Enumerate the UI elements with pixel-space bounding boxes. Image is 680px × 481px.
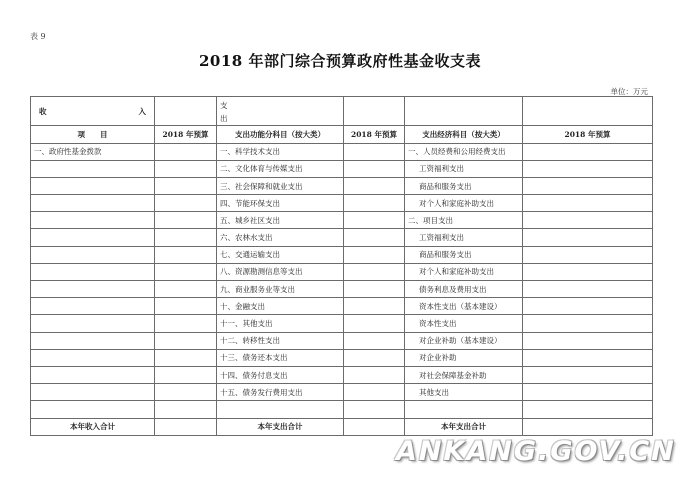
expense-total-value-1 <box>344 418 405 435</box>
income-budget-value <box>155 177 217 194</box>
income-item <box>31 298 155 315</box>
income-item <box>31 195 155 212</box>
func-subject-item: 九、商业服务业等支出 <box>217 281 344 298</box>
income-total-label: 本年收入合计 <box>31 418 155 435</box>
income-item <box>31 315 155 332</box>
econ-budget-value <box>523 384 653 401</box>
econ-budget-value <box>523 143 653 160</box>
income-budget-value <box>155 212 217 229</box>
func-budget-value <box>344 349 405 366</box>
table-row <box>31 315 653 332</box>
econ-subject-item: 商品和服务支出 <box>405 177 523 194</box>
func-budget-value <box>344 384 405 401</box>
func-subject-item <box>217 401 344 418</box>
expense-total-value-2 <box>523 418 653 435</box>
income-item <box>31 384 155 401</box>
income-item <box>31 332 155 349</box>
econ-subject-item: 对企业补助（基本建设） <box>405 332 523 349</box>
func-budget-value <box>344 195 405 212</box>
econ-budget-value <box>523 298 653 315</box>
func-budget-value <box>344 298 405 315</box>
income-item <box>31 349 155 366</box>
econ-subject-item: 对个人和家庭补助支出 <box>405 263 523 280</box>
econ-subject-item: 资本性支出（基本建设） <box>405 298 523 315</box>
econ-budget-value <box>523 229 653 246</box>
expense-header-blank-2 <box>405 97 523 126</box>
table-row <box>31 332 653 349</box>
func-subject-item: 四、节能环保支出 <box>217 195 344 212</box>
func-budget-value <box>344 263 405 280</box>
expense-label-bottom: 出 <box>220 114 228 124</box>
page-title: 2018 年部门综合预算政府性基金收支表 <box>199 52 481 70</box>
table-row <box>31 160 653 177</box>
econ-subject-item: 对企业补助 <box>405 349 523 366</box>
func-subject-item: 八、资源勘测信息等支出 <box>217 263 344 280</box>
func-budget-value <box>344 281 405 298</box>
func-budget-value <box>344 229 405 246</box>
income-item <box>31 229 155 246</box>
income-budget-value <box>155 298 217 315</box>
econ-budget-value <box>523 263 653 280</box>
econ-budget-value <box>523 281 653 298</box>
func-budget-value <box>344 143 405 160</box>
func-subject-item: 三、社会保障和就业支出 <box>217 177 344 194</box>
income-header-blank <box>155 97 217 126</box>
table-row <box>31 195 653 212</box>
econ-subject-item: 商品和服务支出 <box>405 246 523 263</box>
income-budget-value <box>155 195 217 212</box>
header-row-columns <box>31 126 653 143</box>
table-row <box>31 298 653 315</box>
func-budget-value <box>344 332 405 349</box>
income-budget-value <box>155 332 217 349</box>
income-budget-value <box>155 281 217 298</box>
table-row <box>31 263 653 280</box>
econ-budget-value <box>523 332 653 349</box>
col-budget-func: 2018 年预算 <box>344 126 405 143</box>
expense-total-label-2: 本年支出合计 <box>405 418 523 435</box>
income-item <box>31 246 155 263</box>
income-item <box>31 281 155 298</box>
header-row-main <box>31 97 653 126</box>
income-item <box>31 177 155 194</box>
income-item <box>31 160 155 177</box>
econ-budget-value <box>523 401 653 418</box>
col-econ-subject: 支出经济科目（按大类） <box>405 126 523 143</box>
col-item: 项 目 <box>31 126 155 143</box>
func-budget-value <box>344 177 405 194</box>
func-budget-value <box>344 160 405 177</box>
income-budget-value <box>155 349 217 366</box>
expense-header-blank-3 <box>523 97 653 126</box>
econ-budget-value <box>523 195 653 212</box>
econ-budget-value <box>523 315 653 332</box>
income-item <box>31 263 155 280</box>
totals-row <box>31 418 653 435</box>
income-budget-value <box>155 160 217 177</box>
table-row <box>31 366 653 383</box>
econ-subject-item: 二、项目支出 <box>405 212 523 229</box>
econ-subject-item: 债务利息及费用支出 <box>405 281 523 298</box>
income-total-value <box>155 418 217 435</box>
expense-label-top: 支 <box>220 101 228 111</box>
econ-subject-item: 资本性支出 <box>405 315 523 332</box>
table-row <box>31 401 653 418</box>
income-budget-value <box>155 384 217 401</box>
table-row <box>31 349 653 366</box>
func-budget-value <box>344 401 405 418</box>
expense-header-cell <box>217 97 344 126</box>
budget-table <box>30 96 653 436</box>
site-watermark: ANKANG.GOV.CN <box>396 436 676 467</box>
func-subject-item: 十一、其他支出 <box>217 315 344 332</box>
income-budget-value <box>155 143 217 160</box>
col-budget-econ: 2018 年预算 <box>523 126 653 143</box>
func-subject-item: 十二、转移性支出 <box>217 332 344 349</box>
unit-label: 单位：万元 <box>610 87 648 96</box>
income-item: 一、政府性基金拨款 <box>31 143 155 160</box>
econ-subject-item: 其他支出 <box>405 384 523 401</box>
table-row <box>31 229 653 246</box>
income-budget-value <box>155 401 217 418</box>
econ-subject-item <box>405 401 523 418</box>
func-budget-value <box>344 212 405 229</box>
func-subject-item: 一、科学技术支出 <box>217 143 344 160</box>
econ-budget-value <box>523 177 653 194</box>
col-func-subject: 支出功能分科目（按大类） <box>217 126 344 143</box>
income-header-cell <box>31 97 155 126</box>
econ-budget-value <box>523 366 653 383</box>
func-subject-item: 六、农林水支出 <box>217 229 344 246</box>
income-budget-value <box>155 366 217 383</box>
econ-subject-item: 对社会保障基金补助 <box>405 366 523 383</box>
table-row <box>31 212 653 229</box>
income-budget-value <box>155 315 217 332</box>
econ-budget-value <box>523 246 653 263</box>
income-item <box>31 212 155 229</box>
func-subject-item: 二、文化体育与传媒支出 <box>217 160 344 177</box>
table-number: 表 9 <box>30 32 46 41</box>
func-subject-item: 十五、债务发行费用支出 <box>217 384 344 401</box>
econ-subject-item: 一、人员经费和公用经费支出 <box>405 143 523 160</box>
income-item <box>31 366 155 383</box>
table-row <box>31 143 653 160</box>
func-budget-value <box>344 366 405 383</box>
table-row <box>31 246 653 263</box>
func-budget-value <box>344 315 405 332</box>
func-budget-value <box>344 246 405 263</box>
col-budget-income: 2018 年预算 <box>155 126 217 143</box>
econ-subject-item: 对个人和家庭补助支出 <box>405 195 523 212</box>
income-label-left: 收 <box>39 106 47 116</box>
econ-subject-item: 工资福利支出 <box>405 229 523 246</box>
table-row <box>31 281 653 298</box>
func-subject-item: 十、金融支出 <box>217 298 344 315</box>
econ-budget-value <box>523 349 653 366</box>
table-row <box>31 177 653 194</box>
income-budget-value <box>155 246 217 263</box>
table-row <box>31 384 653 401</box>
func-subject-item: 五、城乡社区支出 <box>217 212 344 229</box>
expense-header-blank-1 <box>344 97 405 126</box>
func-subject-item: 七、交通运输支出 <box>217 246 344 263</box>
econ-budget-value <box>523 212 653 229</box>
func-subject-item: 十三、债务还本支出 <box>217 349 344 366</box>
income-budget-value <box>155 229 217 246</box>
income-budget-value <box>155 263 217 280</box>
expense-total-label-1: 本年支出合计 <box>217 418 344 435</box>
econ-budget-value <box>523 160 653 177</box>
income-label-right: 入 <box>138 106 146 116</box>
income-item <box>31 401 155 418</box>
econ-subject-item: 工资福利支出 <box>405 160 523 177</box>
func-subject-item: 十四、债务付息支出 <box>217 366 344 383</box>
